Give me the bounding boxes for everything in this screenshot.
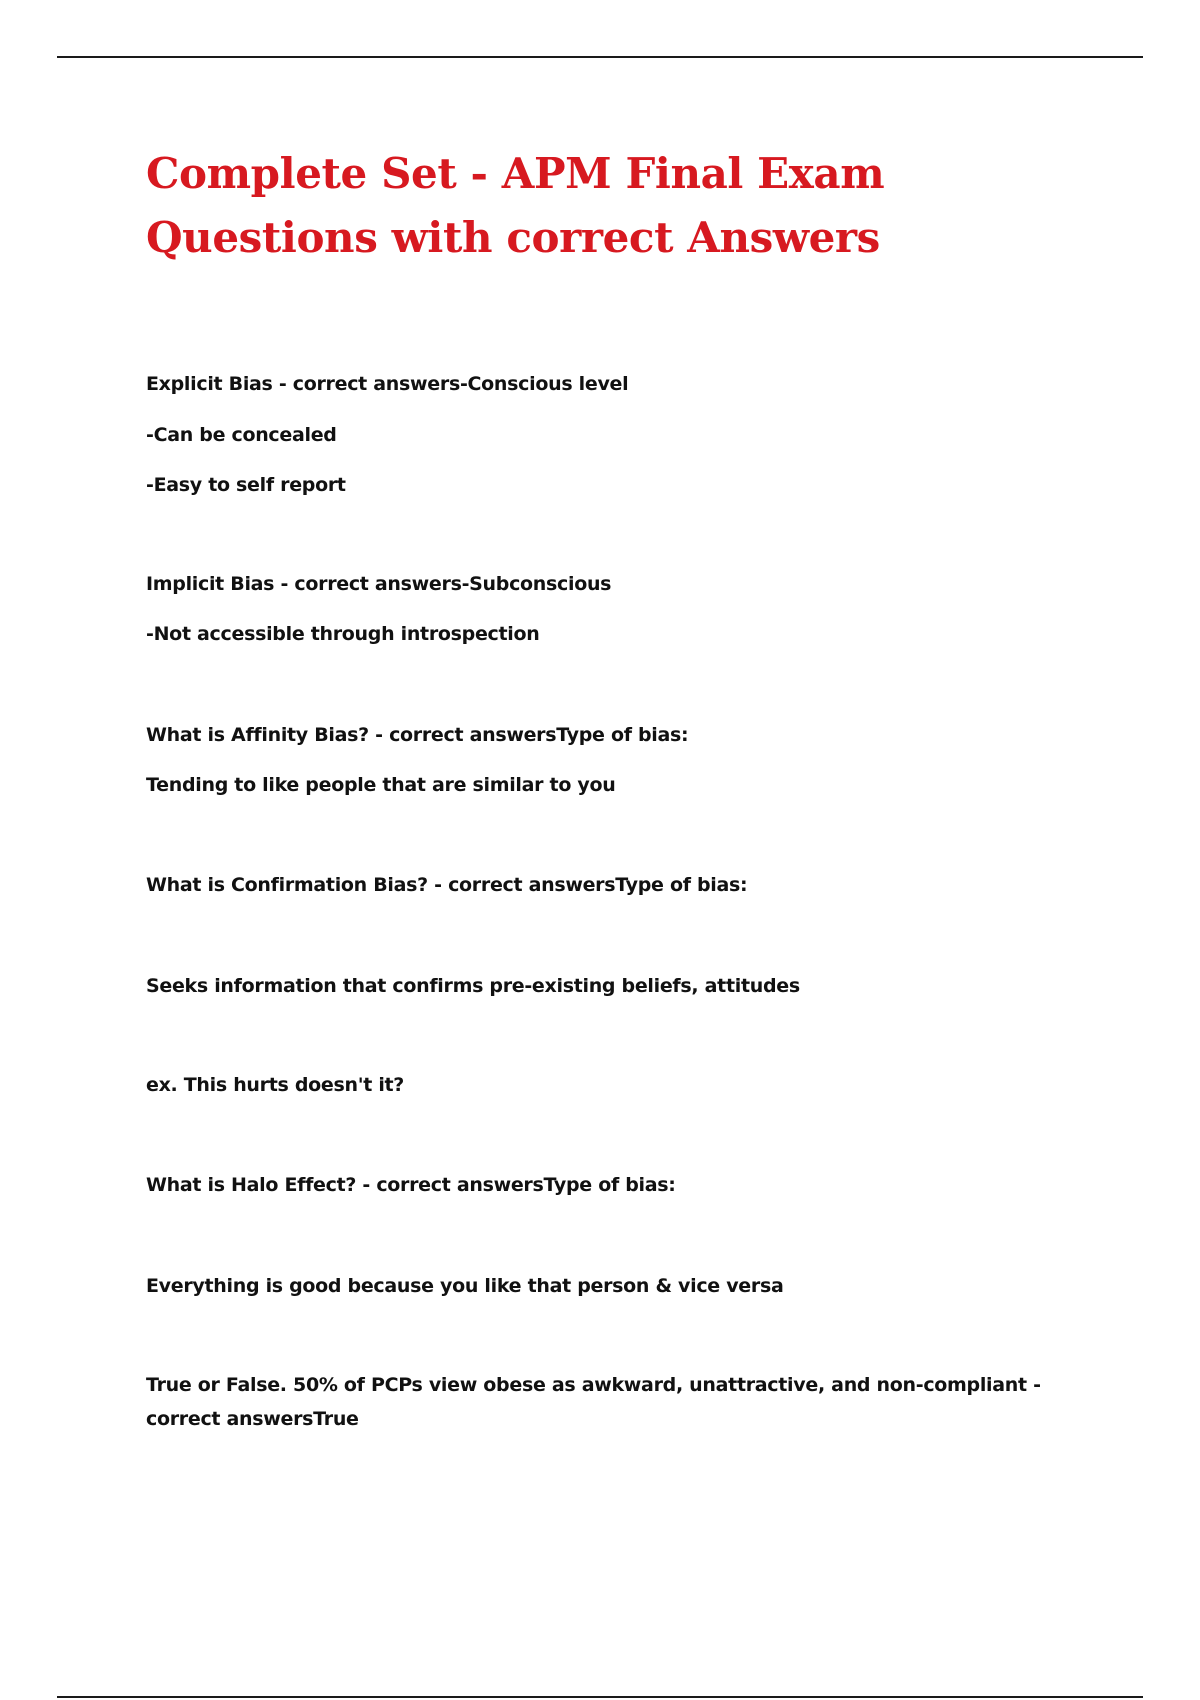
text-line: True or False. 50% of PCPs view obese as awkward, unattractive, and non-compliant - correct answersTrue	[146, 1374, 1041, 1430]
text-line: Explicit Bias - correct answers-Conscious level	[146, 373, 629, 395]
text-line: ex. This hurts doesn't it?	[146, 1074, 405, 1096]
text-line: Implicit Bias - correct answers-Subconscious	[146, 573, 612, 595]
header-rule	[57, 56, 1143, 58]
text-line: -Easy to self report	[146, 474, 346, 496]
text-line: -Not accessible through introspection	[146, 623, 540, 645]
text-line: What is Halo Effect? - correct answersType of bias:	[146, 1174, 676, 1196]
text-line: Seeks information that confirms pre-existing beliefs, attitudes	[146, 975, 800, 997]
text-line: Tending to like people that are similar to you	[146, 774, 616, 796]
text-line: What is Affinity Bias? - correct answersType of bias:	[146, 724, 689, 746]
footer-rule	[57, 1696, 1143, 1698]
text-line: Everything is good because you like that person & vice versa	[146, 1275, 784, 1297]
text-line: -Can be concealed	[146, 424, 337, 446]
document-title: Complete Set - APM Final Exam Questions with correct Answers	[146, 149, 885, 262]
text-line: What is Confirmation Bias? - correct answersType of bias:	[146, 874, 748, 896]
